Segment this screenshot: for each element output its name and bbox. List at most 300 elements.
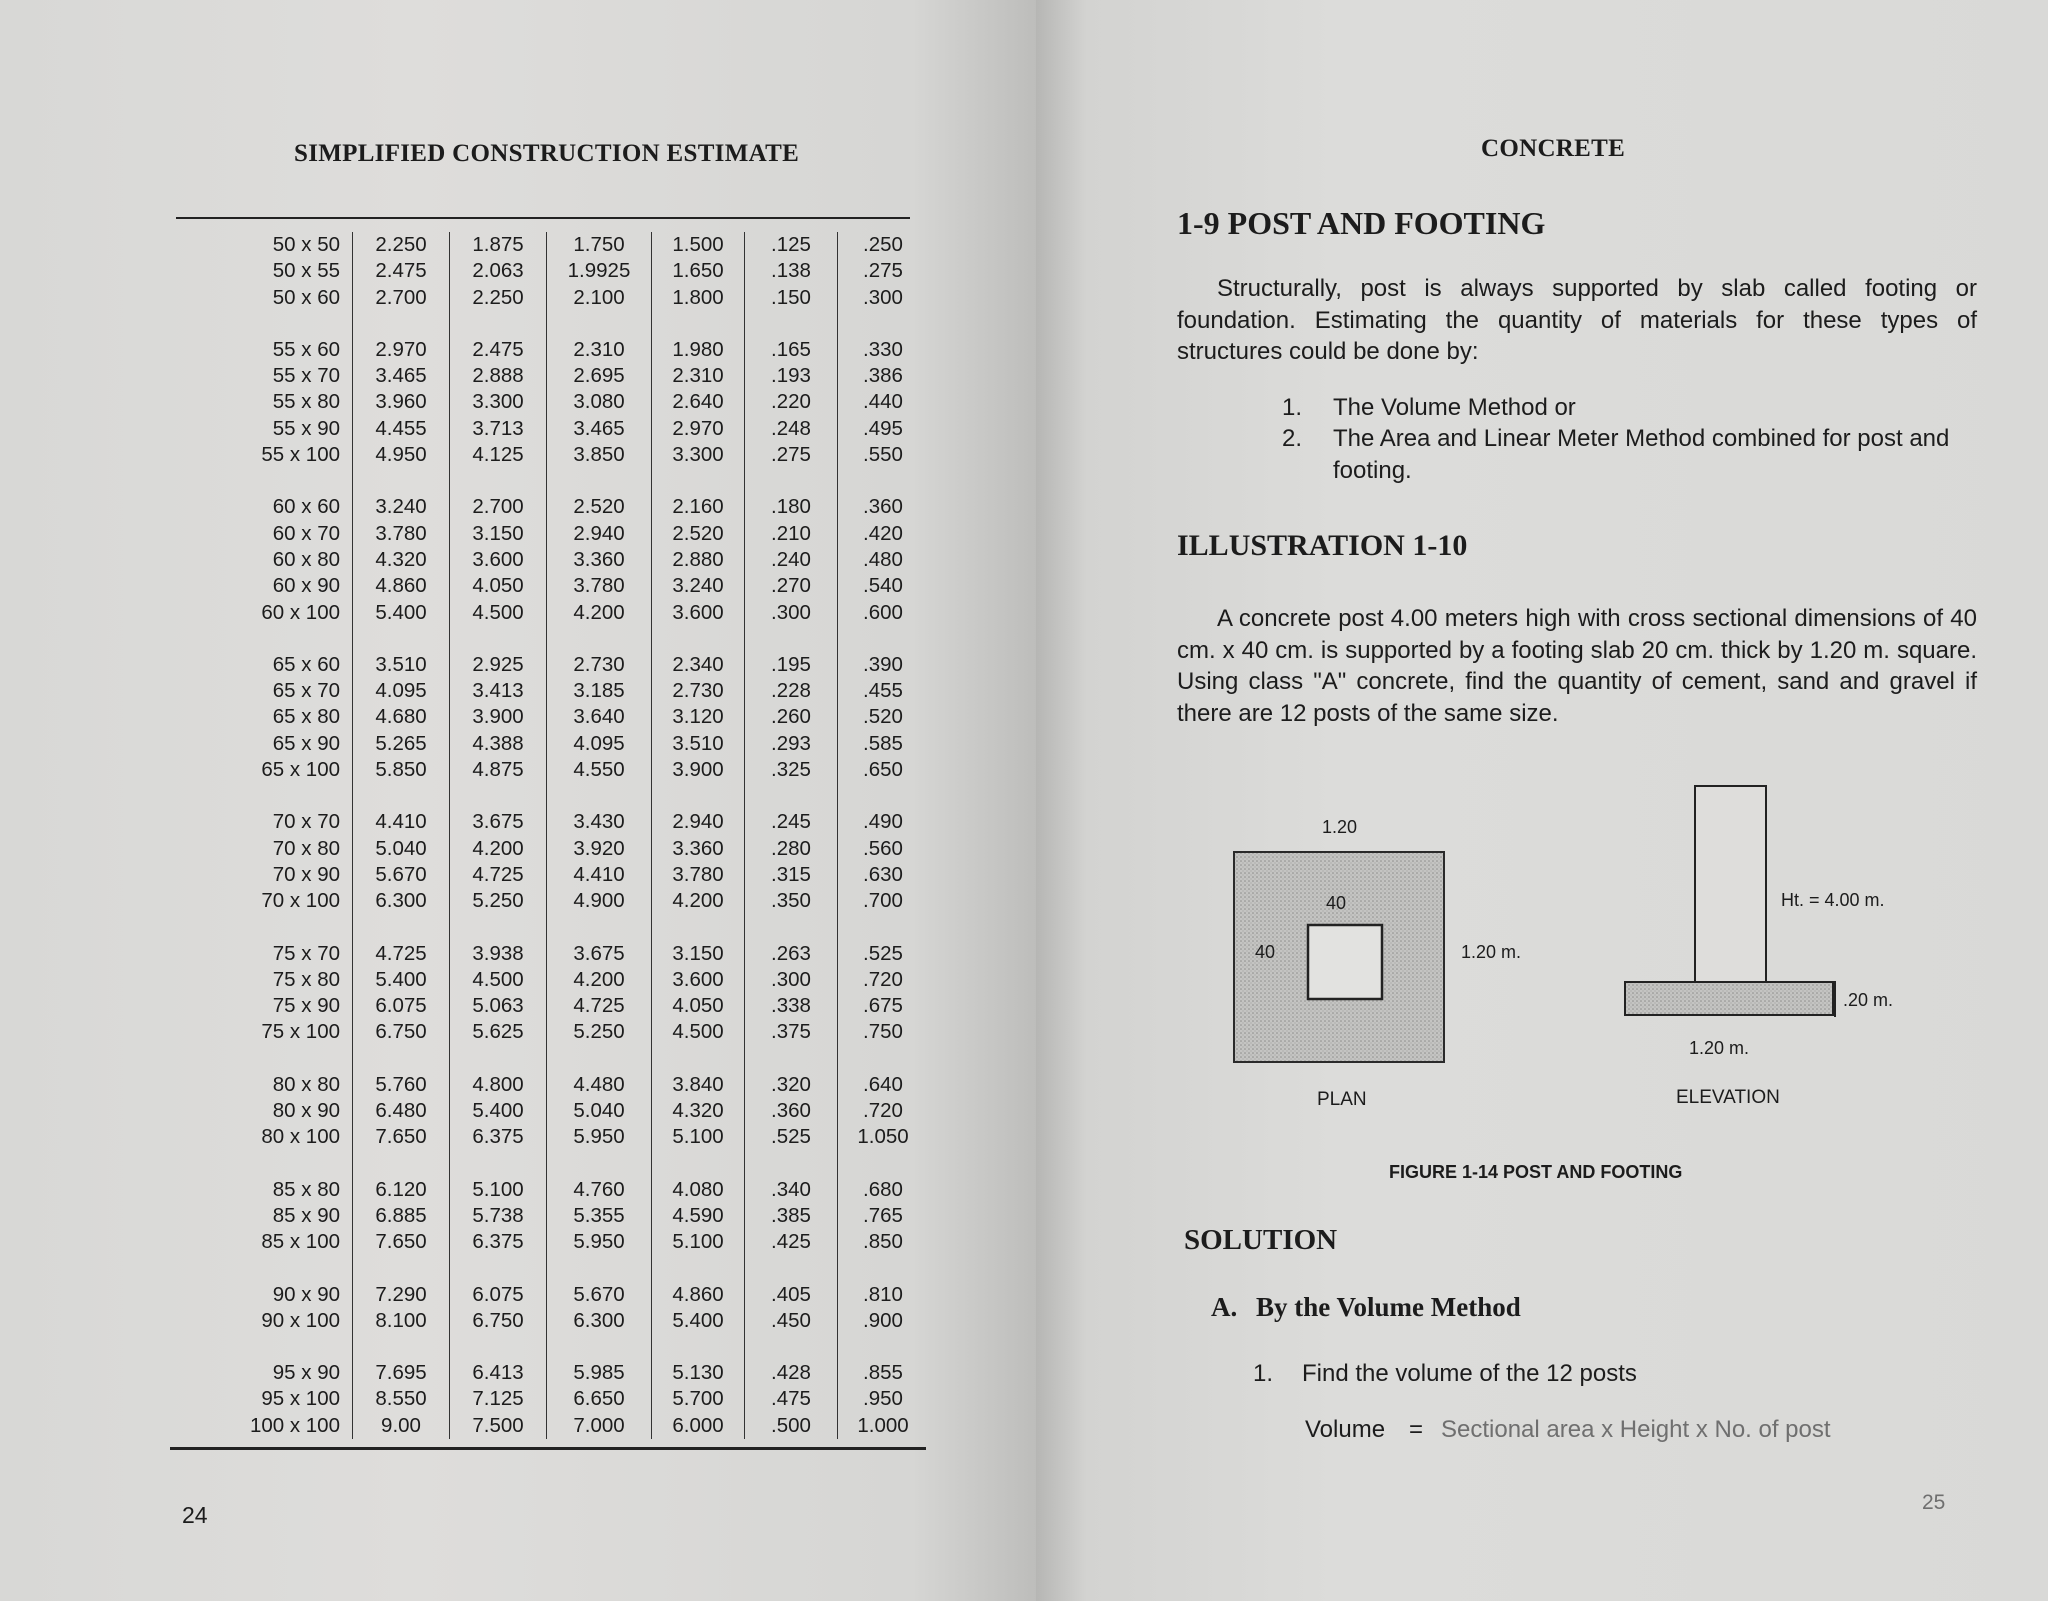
table-row: [176, 389, 928, 415]
spacer-cell: [547, 1256, 652, 1282]
value-cell: .220: [745, 389, 838, 415]
value-cell: .228: [745, 678, 838, 704]
value-cell: .250: [838, 232, 929, 258]
value-cell: 2.925: [450, 652, 547, 678]
value-cell: .650: [838, 757, 929, 783]
value-cell: 3.675: [450, 809, 547, 835]
spacer-cell: [450, 1256, 547, 1282]
value-cell: 6.885: [353, 1203, 450, 1229]
value-cell: 2.063: [450, 258, 547, 284]
value-cell: 2.160: [652, 494, 745, 520]
value-cell: .675: [838, 993, 929, 1019]
left-running-header: SIMPLIFIED CONSTRUCTION ESTIMATE: [294, 140, 800, 167]
value-cell: .425: [745, 1229, 838, 1255]
value-cell: .386: [838, 363, 929, 389]
spacer-cell: [176, 1151, 353, 1177]
value-cell: .750: [838, 1019, 929, 1045]
value-cell: .455: [838, 678, 929, 704]
value-cell: 4.320: [353, 547, 450, 573]
value-cell: 3.780: [353, 521, 450, 547]
value-cell: 4.125: [450, 442, 547, 468]
value-cell: 3.185: [547, 678, 652, 704]
value-cell: 2.100: [547, 285, 652, 311]
spacer-cell: [652, 1334, 745, 1360]
value-cell: 4.500: [652, 1019, 745, 1045]
table-row: [176, 967, 928, 993]
spacer-cell: [450, 468, 547, 494]
value-cell: 4.800: [450, 1072, 547, 1098]
spacer-cell: [652, 1046, 745, 1072]
value-cell: 6.000: [652, 1413, 745, 1439]
value-cell: 5.250: [450, 888, 547, 914]
value-cell: .720: [838, 1098, 929, 1124]
value-cell: 3.465: [547, 416, 652, 442]
value-cell: 4.050: [652, 993, 745, 1019]
size-cell: 75 x 70: [272, 941, 340, 965]
table-row: [176, 1124, 928, 1150]
table-row: [176, 285, 928, 311]
value-cell: .495: [838, 416, 929, 442]
table-row: [176, 836, 928, 862]
value-cell: 5.400: [450, 1098, 547, 1124]
value-cell: .855: [838, 1360, 929, 1386]
method-a-title: By the Volume Method: [1256, 1292, 1521, 1322]
value-cell: 3.850: [547, 442, 652, 468]
value-cell: .360: [838, 494, 929, 520]
formula-rhs: Sectional area x Height x No. of post: [1441, 1416, 1831, 1443]
spacer-cell: [838, 626, 929, 652]
value-cell: 5.950: [547, 1229, 652, 1255]
spacer-cell: [450, 783, 547, 809]
group-spacer: [176, 1046, 928, 1072]
value-cell: 6.750: [353, 1019, 450, 1045]
table-row: [176, 1177, 928, 1203]
table-top-rule: [176, 217, 910, 219]
formula-equals: =: [1409, 1416, 1424, 1443]
value-cell: .210: [745, 521, 838, 547]
spacer-cell: [838, 1151, 929, 1177]
value-cell: 2.695: [547, 363, 652, 389]
spacer-cell: [838, 468, 929, 494]
value-cell: 3.920: [547, 836, 652, 862]
group-spacer: [176, 1256, 928, 1282]
value-cell: .900: [838, 1308, 929, 1334]
size-cell: 80 x 80: [272, 1072, 340, 1096]
step-1-text: Find the volume of the 12 posts: [1302, 1360, 1637, 1387]
value-cell: 2.940: [547, 521, 652, 547]
value-cell: .720: [838, 967, 929, 993]
value-cell: .248: [745, 416, 838, 442]
value-cell: .300: [838, 285, 929, 311]
group-spacer: [176, 783, 928, 809]
table-row: [176, 547, 928, 573]
value-cell: 5.670: [547, 1282, 652, 1308]
size-cell: 50 x 55: [272, 259, 340, 283]
value-cell: 4.725: [547, 993, 652, 1019]
value-cell: .260: [745, 704, 838, 730]
value-cell: 1.000: [838, 1413, 929, 1439]
value-cell: 5.100: [450, 1177, 547, 1203]
spacer-cell: [176, 1256, 353, 1282]
plan-label: PLAN: [1317, 1089, 1367, 1110]
value-cell: 6.075: [353, 993, 450, 1019]
size-cell: 55 x 90: [272, 416, 340, 440]
spacer-cell: [547, 468, 652, 494]
value-cell: 2.340: [652, 652, 745, 678]
value-cell: 4.875: [450, 757, 547, 783]
value-cell: 2.730: [652, 678, 745, 704]
value-cell: .195: [745, 652, 838, 678]
value-cell: 4.550: [547, 757, 652, 783]
value-cell: 6.413: [450, 1360, 547, 1386]
value-cell: 2.888: [450, 363, 547, 389]
table-row: [176, 232, 928, 258]
value-cell: .475: [745, 1386, 838, 1412]
spacer-cell: [745, 783, 838, 809]
size-cell: 80 x 100: [261, 1125, 340, 1149]
value-cell: .405: [745, 1282, 838, 1308]
value-cell: 4.480: [547, 1072, 652, 1098]
elevation-footing: [1625, 982, 1833, 1015]
spacer-cell: [547, 1334, 652, 1360]
value-cell: .263: [745, 941, 838, 967]
spacer-cell: [547, 1151, 652, 1177]
value-cell: .315: [745, 862, 838, 888]
value-cell: .280: [745, 836, 838, 862]
value-cell: 2.520: [652, 521, 745, 547]
value-cell: 5.760: [353, 1072, 450, 1098]
table-row: [176, 258, 928, 284]
spacer-cell: [353, 915, 450, 941]
spacer-cell: [547, 783, 652, 809]
value-cell: 5.100: [652, 1124, 745, 1150]
value-cell: 1.800: [652, 285, 745, 311]
table-row: [176, 1413, 928, 1439]
value-cell: 1.500: [652, 232, 745, 258]
spacer-cell: [353, 1256, 450, 1282]
value-cell: 3.600: [450, 547, 547, 573]
value-cell: 8.100: [353, 1308, 450, 1334]
value-cell: 7.125: [450, 1386, 547, 1412]
size-cell: 85 x 90: [272, 1203, 340, 1227]
value-cell: 3.120: [652, 704, 745, 730]
value-cell: 7.650: [353, 1124, 450, 1150]
spacer-cell: [745, 626, 838, 652]
value-cell: 6.750: [450, 1308, 547, 1334]
group-spacer: [176, 1151, 928, 1177]
spacer-cell: [745, 1046, 838, 1072]
size-cell: 55 x 80: [272, 390, 340, 414]
spacer-cell: [176, 783, 353, 809]
value-cell: 1.050: [838, 1124, 929, 1150]
value-cell: .585: [838, 731, 929, 757]
table-row: [176, 862, 928, 888]
intro-paragraph: Structurally, post is always supported by slab called footing or foundation. Estimating the quantity of materials for these types of structures could be done by:: [1177, 275, 1977, 365]
value-cell: .165: [745, 337, 838, 363]
size-cell: 65 x 70: [272, 679, 340, 703]
size-cell: 55 x 70: [272, 364, 340, 388]
size-cell: 55 x 60: [272, 337, 340, 361]
formula-lhs: Volume: [1305, 1416, 1386, 1443]
value-cell: 3.780: [652, 862, 745, 888]
size-cell: 50 x 60: [272, 285, 340, 309]
size-cell: 95 x 90: [272, 1361, 340, 1385]
spacer-cell: [838, 1334, 929, 1360]
method-1-text: The Volume Method or: [1333, 394, 1576, 421]
table-row: [176, 416, 928, 442]
value-cell: 2.475: [353, 258, 450, 284]
value-cell: 3.960: [353, 389, 450, 415]
value-cell: 3.900: [652, 757, 745, 783]
value-cell: .700: [838, 888, 929, 914]
size-cell: 65 x 100: [261, 758, 340, 782]
size-cell: 70 x 80: [272, 836, 340, 860]
table-row: [176, 1203, 928, 1229]
value-cell: .360: [745, 1098, 838, 1124]
value-cell: 4.388: [450, 731, 547, 757]
spacer-cell: [176, 1334, 353, 1360]
value-cell: 3.840: [652, 1072, 745, 1098]
value-cell: .270: [745, 573, 838, 599]
value-cell: 3.600: [652, 600, 745, 626]
spacer-cell: [838, 1046, 929, 1072]
spacer-cell: [652, 1256, 745, 1282]
value-cell: 3.150: [652, 941, 745, 967]
spacer-cell: [745, 311, 838, 337]
value-cell: 4.500: [450, 967, 547, 993]
value-cell: 5.355: [547, 1203, 652, 1229]
value-cell: 3.080: [547, 389, 652, 415]
value-cell: .330: [838, 337, 929, 363]
table-row: [176, 678, 928, 704]
value-cell: .340: [745, 1177, 838, 1203]
size-cell: 95 x 100: [261, 1387, 340, 1411]
table-row: [176, 1098, 928, 1124]
elevation-post: [1695, 786, 1766, 982]
value-cell: .480: [838, 547, 929, 573]
value-cell: 5.625: [450, 1019, 547, 1045]
value-cell: 3.360: [547, 547, 652, 573]
spacer-cell: [450, 1334, 547, 1360]
right-running-header: CONCRETE: [1481, 135, 1626, 162]
value-cell: 2.700: [450, 494, 547, 520]
spacer-cell: [547, 915, 652, 941]
size-cell: 65 x 80: [272, 705, 340, 729]
value-cell: 4.050: [450, 573, 547, 599]
table-row: [176, 1019, 928, 1045]
value-cell: .385: [745, 1203, 838, 1229]
value-cell: .375: [745, 1019, 838, 1045]
spacer-cell: [838, 1256, 929, 1282]
value-cell: 2.250: [353, 232, 450, 258]
value-cell: 4.860: [353, 573, 450, 599]
value-cell: .450: [745, 1308, 838, 1334]
table-row: [176, 652, 928, 678]
value-cell: 3.510: [652, 731, 745, 757]
size-cell: 60 x 80: [272, 547, 340, 571]
method-2-number: 2.: [1282, 425, 1303, 452]
value-cell: 2.700: [353, 285, 450, 311]
size-cell: 55 x 100: [261, 443, 340, 467]
table-row: [176, 941, 928, 967]
value-cell: .300: [745, 967, 838, 993]
value-cell: 1.875: [450, 232, 547, 258]
value-cell: 4.410: [547, 862, 652, 888]
group-spacer: [176, 311, 928, 337]
group-spacer: [176, 1334, 928, 1360]
value-cell: 6.480: [353, 1098, 450, 1124]
value-cell: 5.400: [353, 967, 450, 993]
estimate-table: [176, 232, 928, 1439]
value-cell: 4.760: [547, 1177, 652, 1203]
value-cell: 3.600: [652, 967, 745, 993]
table-row: [176, 1308, 928, 1334]
size-cell: 90 x 100: [261, 1308, 340, 1332]
value-cell: .320: [745, 1072, 838, 1098]
group-spacer: [176, 915, 928, 941]
size-cell: 65 x 60: [272, 652, 340, 676]
value-cell: .520: [838, 704, 929, 730]
table-row: [176, 363, 928, 389]
spacer-cell: [745, 1151, 838, 1177]
value-cell: 3.240: [353, 494, 450, 520]
group-spacer: [176, 626, 928, 652]
value-cell: 5.850: [353, 757, 450, 783]
value-cell: 4.590: [652, 1203, 745, 1229]
spacer-cell: [450, 1046, 547, 1072]
value-cell: 6.650: [547, 1386, 652, 1412]
size-cell: 75 x 80: [272, 967, 340, 991]
table-row: [176, 704, 928, 730]
size-cell: 60 x 90: [272, 574, 340, 598]
value-cell: 4.320: [652, 1098, 745, 1124]
value-cell: 2.310: [652, 363, 745, 389]
elevation-width-dimension: 1.20 m.: [1689, 1038, 1750, 1058]
value-cell: 2.520: [547, 494, 652, 520]
table-row: [176, 1229, 928, 1255]
value-cell: 3.360: [652, 836, 745, 862]
value-cell: .240: [745, 547, 838, 573]
value-cell: 3.300: [450, 389, 547, 415]
value-cell: 5.040: [353, 836, 450, 862]
value-cell: 3.465: [353, 363, 450, 389]
value-cell: .630: [838, 862, 929, 888]
size-cell: 60 x 70: [272, 521, 340, 545]
size-cell: 60 x 100: [261, 600, 340, 624]
value-cell: 4.680: [353, 704, 450, 730]
value-cell: .810: [838, 1282, 929, 1308]
value-cell: 6.300: [353, 888, 450, 914]
value-cell: 6.075: [450, 1282, 547, 1308]
spacer-cell: [450, 1151, 547, 1177]
plan-top-dimension: 1.20: [1322, 817, 1358, 837]
size-cell: 100 x 100: [249, 1413, 340, 1437]
value-cell: 8.550: [353, 1386, 450, 1412]
value-cell: .300: [745, 600, 838, 626]
value-cell: 3.938: [450, 941, 547, 967]
value-cell: 2.940: [652, 809, 745, 835]
table-row: [176, 600, 928, 626]
plan-side-dimension: 1.20 m.: [1461, 942, 1522, 962]
spacer-cell: [547, 311, 652, 337]
elevation-height-dimension: Ht. = 4.00 m.: [1781, 890, 1885, 910]
value-cell: 5.063: [450, 993, 547, 1019]
value-cell: 4.200: [450, 836, 547, 862]
value-cell: 3.430: [547, 809, 652, 835]
spacer-cell: [547, 626, 652, 652]
value-cell: .138: [745, 258, 838, 284]
value-cell: 7.650: [353, 1229, 450, 1255]
step-1-number: 1.: [1253, 1360, 1274, 1387]
table-row: [176, 757, 928, 783]
value-cell: 3.640: [547, 704, 652, 730]
table-row: [176, 337, 928, 363]
spacer-cell: [652, 783, 745, 809]
value-cell: 3.510: [353, 652, 450, 678]
value-cell: 5.985: [547, 1360, 652, 1386]
size-cell: 70 x 100: [261, 889, 340, 913]
size-cell: 50 x 50: [272, 233, 340, 256]
value-cell: .765: [838, 1203, 929, 1229]
value-cell: 4.860: [652, 1282, 745, 1308]
plan-inner-left-dimension: 40: [1255, 942, 1276, 962]
value-cell: 3.675: [547, 941, 652, 967]
plan-inner-top-dimension: 40: [1326, 893, 1347, 913]
elevation-label: ELEVATION: [1676, 1087, 1780, 1108]
value-cell: 1.750: [547, 232, 652, 258]
value-cell: 6.300: [547, 1308, 652, 1334]
value-cell: 4.200: [547, 967, 652, 993]
value-cell: 5.100: [652, 1229, 745, 1255]
spacer-cell: [353, 468, 450, 494]
left-page-number: 24: [182, 1502, 208, 1528]
spacer-cell: [652, 468, 745, 494]
right-page-number: 25: [1922, 1491, 1946, 1514]
size-cell: 85 x 80: [272, 1177, 340, 1201]
spacer-cell: [745, 1256, 838, 1282]
table-row: [176, 888, 928, 914]
value-cell: 7.290: [353, 1282, 450, 1308]
value-cell: .640: [838, 1072, 929, 1098]
value-cell: .525: [745, 1124, 838, 1150]
spacer-cell: [353, 1046, 450, 1072]
value-cell: 2.475: [450, 337, 547, 363]
value-cell: .850: [838, 1229, 929, 1255]
value-cell: .275: [745, 442, 838, 468]
section-title: 1-9 POST AND FOOTING: [1177, 205, 1546, 241]
spacer-cell: [652, 311, 745, 337]
size-cell: 65 x 90: [272, 731, 340, 755]
value-cell: .350: [745, 888, 838, 914]
value-cell: 4.200: [547, 600, 652, 626]
value-cell: 1.980: [652, 337, 745, 363]
size-cell: 75 x 90: [272, 994, 340, 1018]
spacer-cell: [652, 1151, 745, 1177]
value-cell: 7.000: [547, 1413, 652, 1439]
value-cell: .275: [838, 258, 929, 284]
size-cell: 70 x 70: [272, 810, 340, 834]
value-cell: .150: [745, 285, 838, 311]
value-cell: 3.780: [547, 573, 652, 599]
value-cell: 2.970: [652, 416, 745, 442]
value-cell: 4.900: [547, 888, 652, 914]
value-cell: 6.375: [450, 1229, 547, 1255]
value-cell: 5.700: [652, 1386, 745, 1412]
value-cell: 4.455: [353, 416, 450, 442]
value-cell: .193: [745, 363, 838, 389]
spacer-cell: [838, 915, 929, 941]
value-cell: 5.250: [547, 1019, 652, 1045]
